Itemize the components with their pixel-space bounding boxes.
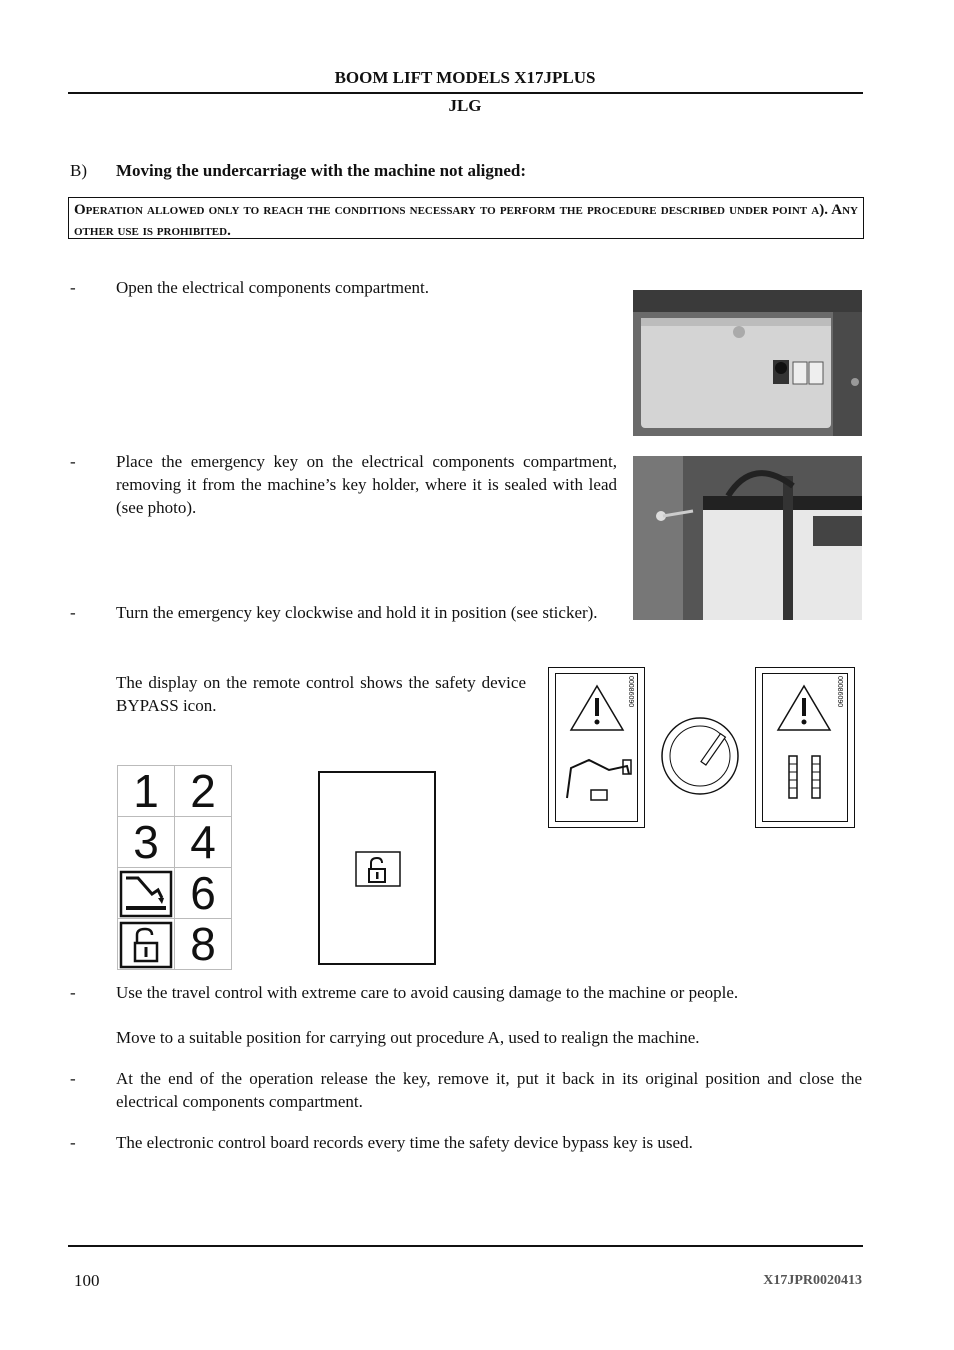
- step-text: Move to a suitable position for carrying out procedure A, used to realign the machine.: [116, 1028, 700, 1047]
- document-title: BOOM LIFT MODELS X17JPLUS: [334, 68, 596, 87]
- padlock-open-icon: [118, 919, 174, 969]
- grid-cell: 2: [174, 765, 232, 817]
- key-switch-dial-icon: [660, 716, 740, 796]
- step-dash: -: [70, 452, 76, 471]
- header-divider: [68, 92, 863, 94]
- bypass-sticker-left: [548, 667, 645, 828]
- warning-note: Operation allowed only to reach the conditions necessary to perform the procedure described under point a). Any other use is prohibited.: [68, 197, 864, 239]
- document-code: X17JPR0020413: [763, 1273, 862, 1288]
- step-text: At the end of the operation release the key, remove it, put it back in its original position and close the electrical components compartment.: [116, 1069, 862, 1111]
- footer-divider: [68, 1245, 863, 1247]
- grid-cell-bypass: [117, 918, 175, 970]
- grid-cell: 8: [174, 918, 232, 970]
- travel-boom-icon: [118, 868, 174, 918]
- brand-name: JLG: [448, 96, 482, 115]
- step-text: Turn the emergency key clockwise and hold it in position (see sticker).: [116, 603, 598, 622]
- step-text: Place the emergency key on the electrical components compartment, removing it from the machine’s key holder, where it is sealed with lead (see photo).: [116, 452, 617, 517]
- sticker-code: 00086090: [627, 676, 634, 708]
- step-text: Open the electrical components compartment.: [116, 278, 429, 297]
- bypass-screen: [318, 771, 436, 965]
- display-note: The display on the remote control shows the safety device BYPASS icon.: [116, 673, 526, 715]
- padlock-open-icon: [355, 851, 401, 887]
- step-text: Use the travel control with extreme care to avoid causing damage to the machine or people.: [116, 983, 739, 1002]
- step-dash: -: [70, 1133, 76, 1152]
- grid-cell: 4: [174, 816, 232, 868]
- compartment-photo: [633, 290, 862, 436]
- key-holder-photo: [633, 456, 862, 620]
- grid-cell: 1: [117, 765, 175, 817]
- remote-display-grid: [117, 765, 233, 970]
- step-dash: -: [70, 603, 76, 622]
- page-number: 100: [74, 1271, 100, 1290]
- step-text: The electronic control board records every time the safety device bypass key is used.: [116, 1133, 693, 1152]
- compartment-photo-image: [633, 290, 862, 436]
- key-holder-photo-image: [633, 456, 862, 620]
- section-title: Moving the undercarriage with the machine not aligned:: [116, 161, 527, 180]
- grid-cell-travel: [117, 867, 175, 919]
- sticker-code: 00086090: [836, 676, 843, 708]
- grid-cell: 3: [117, 816, 175, 868]
- section-letter: B): [70, 161, 87, 180]
- step-dash: -: [70, 1069, 76, 1088]
- bypass-sticker-right: [755, 667, 855, 828]
- step-dash: -: [70, 983, 76, 1002]
- step-dash: -: [70, 278, 76, 297]
- grid-cell: 6: [174, 867, 232, 919]
